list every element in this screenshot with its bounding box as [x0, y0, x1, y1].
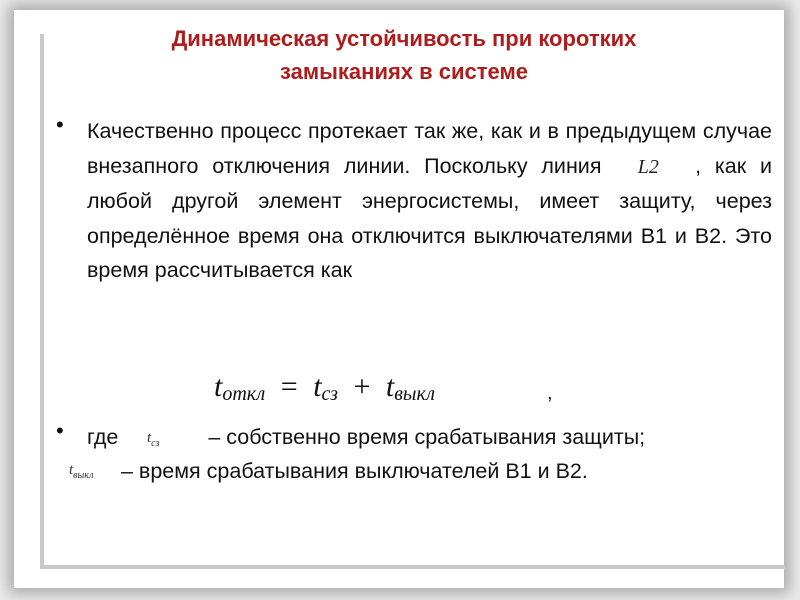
formula-t1: t [214, 370, 223, 403]
tsz-t: t [147, 430, 152, 446]
formula-sub1: откл [222, 383, 266, 405]
bullet-2: • [56, 418, 64, 443]
where-word: где [87, 425, 119, 449]
tvykl-t: t [69, 462, 74, 478]
tvykl-sub: выкл [73, 470, 94, 481]
bullet-1: • [56, 112, 64, 137]
paragraph-2-line-2: – время срабатывания выключателей В1 и В2. [121, 459, 588, 483]
slide-title [74, 22, 734, 88]
variable-l2: L2 [637, 155, 659, 178]
decorative-horizontal-rule [40, 565, 785, 569]
formula-sub2: сз [321, 383, 338, 405]
decorative-vertical-rule [40, 34, 44, 569]
slide [14, 10, 784, 588]
paragraph-1 [87, 114, 772, 288]
formula-plus: + [353, 370, 371, 403]
tsz-sub: сз [151, 438, 160, 449]
tsz-description: – собственно время срабатывания защиты; [208, 425, 646, 449]
formula [214, 370, 435, 406]
formula-comma: , [547, 382, 553, 404]
formula-t3: t [385, 370, 395, 403]
title-line-1: Динамическая устойчивость при коротких [171, 26, 637, 51]
paragraph-1-part-b: , как и любой другой элемент энергосистемы, имеет защиту, через определённое время она отключится выключателями В1 и В2. Это время рассчитывается как [87, 153, 772, 282]
variable-tvykl [69, 462, 94, 481]
paragraph-1-part-a: Качественно процесс протекает так же, как и в предыдущем случае внезапного отключения линии. Поскольку линия [87, 119, 772, 178]
paragraph-2-line-1 [87, 420, 772, 455]
formula-sub3: выкл [394, 383, 435, 405]
title-line-2: замыканиях в системе [279, 59, 529, 84]
variable-tsz [147, 430, 159, 449]
formula-t2: t [313, 370, 322, 403]
formula-equals: = [280, 370, 298, 403]
